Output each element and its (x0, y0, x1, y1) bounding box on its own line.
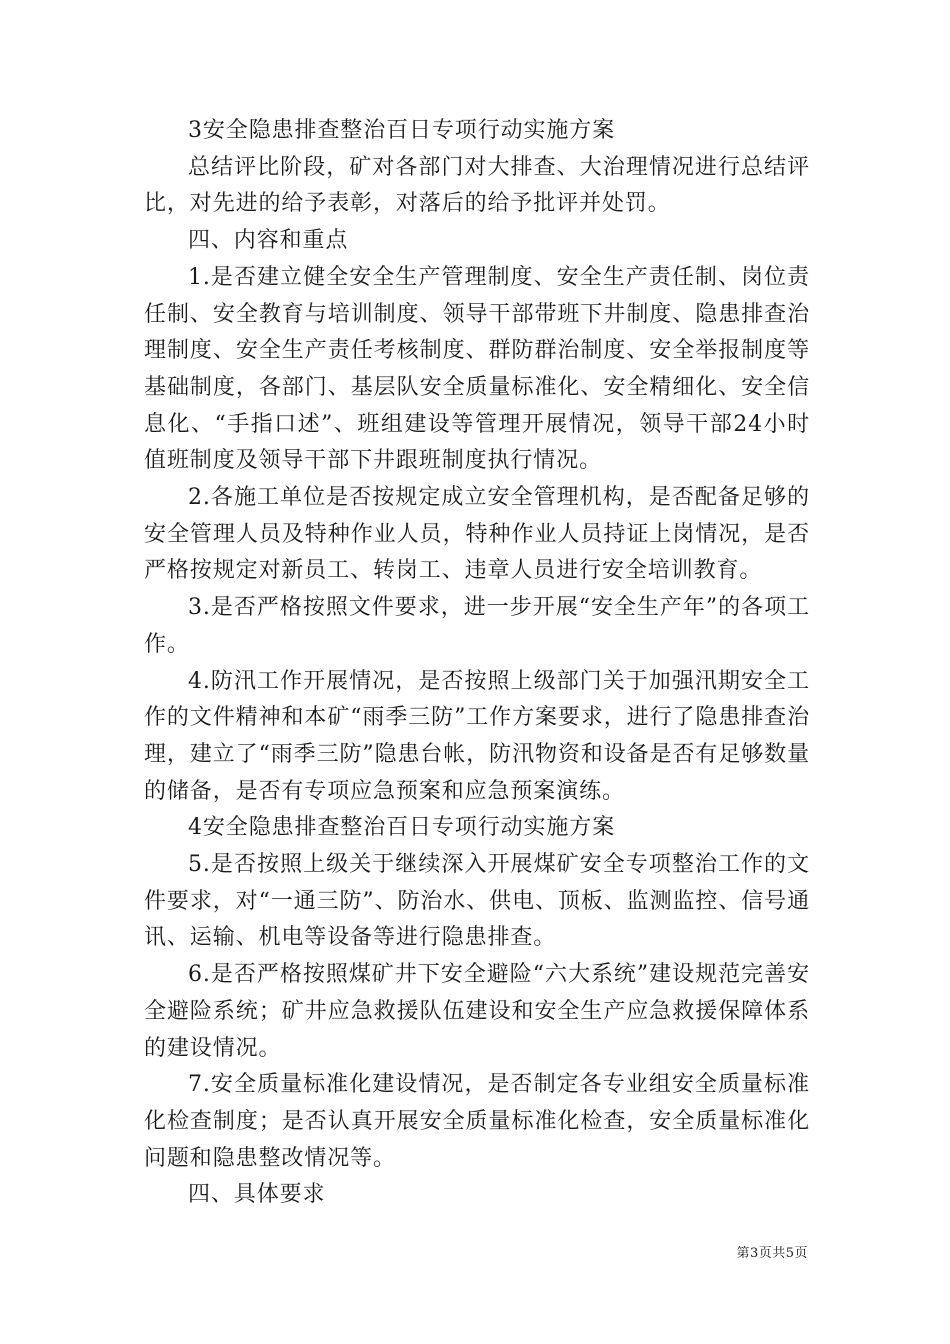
paragraph-item-4: 4.防汛工作开展情况，是否按照上级部门关于加强汛期安全工作的文件精神和本矿“雨季三防”工作方案要求，进行了隐患排查治理，建立了“雨季三防”隐患台帐，防汛物资和设备是否有足够数量的储备，是否有专项应急预案和应急预案演练。 (144, 668, 810, 804)
paragraph-item-3: 3.是否严格按照文件要求，进一步开展“安全生产年”的各项工作。 (144, 595, 810, 657)
paragraph-item-1: 1.是否建立健全安全生产管理制度、安全生产责任制、岗位责任制、安全教育与培训制度、领导干部带班下井制度、隐患排查治理制度、安全生产责任考核制度、群防群治制度、安全举报制度等基础制度，各部门、基层队安全质量标准化、安全精细化、安全信息化、“手指口述”、班组建设等管理开展情况，领导干部24小时值班制度及领导干部下井跟班制度执行情况。 (144, 264, 810, 474)
paragraph-section-title-4: 4安全隐患排查整治百日专项行动实施方案 (188, 815, 616, 841)
paragraph-summary-stage: 总结评比阶段，矿对各部门对大排查、大治理情况进行总结评比，对先进的给予表彰，对落后的给予批评并处罚。 (144, 154, 810, 217)
page-number-footer: 第3页共5页 (736, 1246, 808, 1261)
paragraph-item-5: 5.是否按照上级关于继续深入开展煤矿安全专项整治工作的文件要求，对“一通三防”、防治水、供电、顶板、监测监控、信号通讯、运输、机电等设备等进行隐患排查。 (144, 852, 810, 951)
paragraph-item-7: 7.安全质量标准化建设情况，是否制定各专业组安全质量标准化检查制度；是否认真开展安全质量标准化检查，安全质量标准化问题和隐患整改情况等。 (144, 1072, 810, 1171)
document-body (144, 113, 810, 1214)
heading-content-focus: 四、内容和重点 (188, 228, 349, 254)
paragraph-item-2: 2.各施工单位是否按规定成立安全管理机构，是否配备足够的安全管理人员及特种作业人员，特种作业人员持证上岗情况，是否严格按规定对新员工、转岗工、违章人员进行安全培训教育。 (144, 485, 810, 584)
paragraph-section-title-3: 3安全隐患排查整治百日专项行动实施方案 (188, 118, 616, 143)
paragraph-item-6: 6.是否严格按照煤矿井下安全避险“六大系统”建设规范完善安全避险系统；矿井应急救援队伍建设和安全生产应急救援保障体系的建设情况。 (144, 962, 810, 1061)
heading-specific-requirements: 四、具体要求 (188, 1182, 326, 1208)
